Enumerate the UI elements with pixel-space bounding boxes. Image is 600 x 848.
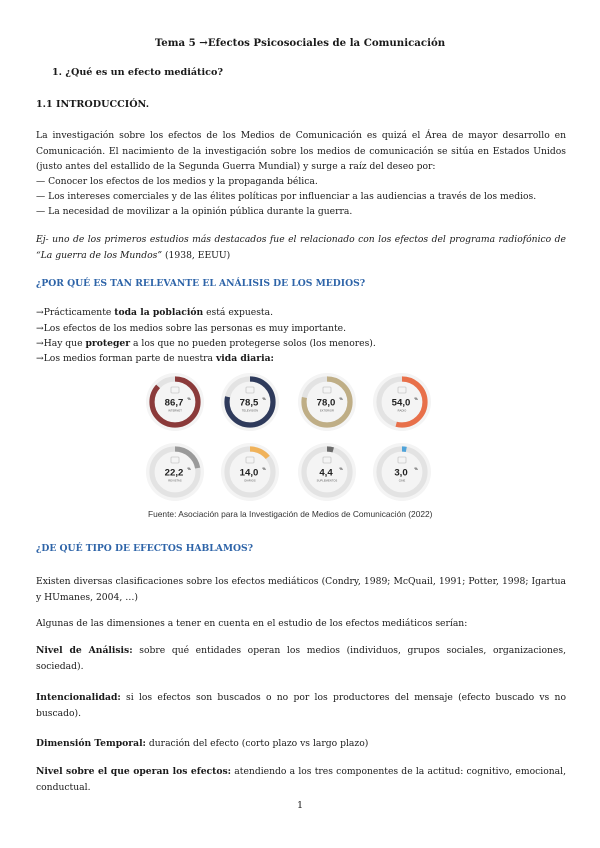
ring-radio [373, 373, 431, 431]
ring-exterior [298, 373, 356, 431]
ring-unit: % [339, 397, 343, 401]
ring-unit: % [414, 397, 418, 401]
effects-heading: ¿DE QUÉ TIPO DE EFECTOS HABLAMOS? [36, 543, 254, 554]
dimension-item: Nivel sobre el que operan los efectos: atendiendo a los tres componentes de la actitud: cognitivo, emocional, conductual. [36, 766, 566, 793]
ring-label: CINE [398, 479, 406, 483]
ring-value: 86,7 [164, 397, 184, 409]
ring-televisión [221, 373, 279, 431]
ring-value: 3,0 [394, 467, 408, 479]
example-paragraph [36, 232, 566, 263]
ring-revistas [146, 443, 204, 501]
why-line: →Hay que proteger a los que no pueden protegerse solos (los menores). [36, 338, 376, 349]
intro-bullet: — Conocer los efectos de los medios y la propaganda bélica. [36, 176, 318, 187]
page-number: 1 [296, 800, 304, 811]
ring-internet [146, 373, 204, 431]
ring-value: 4,4 [319, 467, 333, 479]
intro-paragraph: La investigación sobre los efectos de los Medios de Comunicación es quizá el Área de mayor desarrollo en Comunicación. El nacimiento de la investigación sobre los medios de comunicación se sitúa en Estados Unidos (justo antes del estallido de la Segunda Guerra Mundial) y surge a raíz del deseo por: [36, 130, 566, 173]
ring-label: INTERNET [168, 409, 182, 413]
ring-value: 78,5 [239, 397, 259, 409]
ring-unit: % [187, 467, 191, 471]
ring-unit: % [262, 467, 266, 471]
ring-cine [373, 443, 431, 501]
media-rings-chart [140, 366, 460, 508]
intro-bullet: — La necesidad de movilizar a la opinión pública durante la guerra. [36, 206, 353, 217]
ring-label: REVISTAS [168, 479, 182, 483]
ring-value: 54,0 [391, 397, 411, 409]
ring-label: EXTERIOR [319, 409, 335, 413]
ring-value: 78,0 [316, 397, 336, 409]
ring-label: TELEVISIÓN [241, 409, 259, 413]
why-line: →Los efectos de los medios sobre las personas es muy importante. [36, 323, 347, 334]
ring-value: 22,2 [164, 467, 184, 479]
ring-suplementos [298, 443, 356, 501]
ring-label: RADIO [397, 409, 407, 413]
dimension-item: Dimensión Temporal: duración del efecto (corto plazo vs largo plazo) [36, 738, 369, 749]
ring-unit: % [414, 467, 418, 471]
dimension-item: Nivel de Análisis: sobre qué entidades operan los medios (individuos, grupos sociales, organizaciones, sociedad). [36, 645, 566, 672]
ring-label: SUPLEMENTOS [316, 479, 338, 483]
dimension-item: Intencionalidad: si los efectos son buscados o no por los productores del mensaje (efecto buscado vs no buscado). [36, 692, 566, 719]
example-tail: (1938, EEUU) [162, 249, 231, 261]
dimensions-intro: Algunas de las dimensiones a tener en cuenta en el estudio de los efectos mediáticos serían: [36, 618, 468, 629]
ring-unit: % [339, 467, 343, 471]
example-italic: Ej- uno de los primeros estudios más destacados fue el relacionado con los efectos del programa radiofónico de “La guerra de los Mundos” [36, 234, 566, 261]
ring-diarios [221, 443, 279, 501]
classifications-paragraph: Existen diversas clasificaciones sobre los efectos mediáticos (Condry, 1989; McQuail, 1991; Potter, 1998; Igartua y HUmanes, 2004, …) [36, 576, 566, 603]
ring-unit: % [262, 397, 266, 401]
chart-source: Fuente: Asociación para la Investigación de Medios de Comunicación (2022) [148, 509, 433, 519]
intro-heading: 1.1 INTRODUCCIÓN. [36, 99, 150, 110]
ring-value: 14,0 [239, 467, 259, 479]
ring-label: DIARIOS [244, 479, 256, 483]
why-heading: ¿POR QUÉ ES TAN RELEVANTE EL ANÁLISIS DE LOS MEDIOS? [36, 278, 366, 289]
why-line: →Prácticamente toda la población está expuesta. [36, 307, 273, 318]
page-title: Tema 5 →Efectos Psicosociales de la Comunicación [154, 37, 446, 49]
ring-unit: % [187, 397, 191, 401]
intro-bullet: — Los intereses comerciales y de las élites políticas por influenciar a las audiencias a través de los medios. [36, 191, 537, 202]
question-heading: 1. ¿Qué es un efecto mediático? [52, 67, 223, 78]
why-line: →Los medios forman parte de nuestra vida diaria: [36, 353, 274, 364]
